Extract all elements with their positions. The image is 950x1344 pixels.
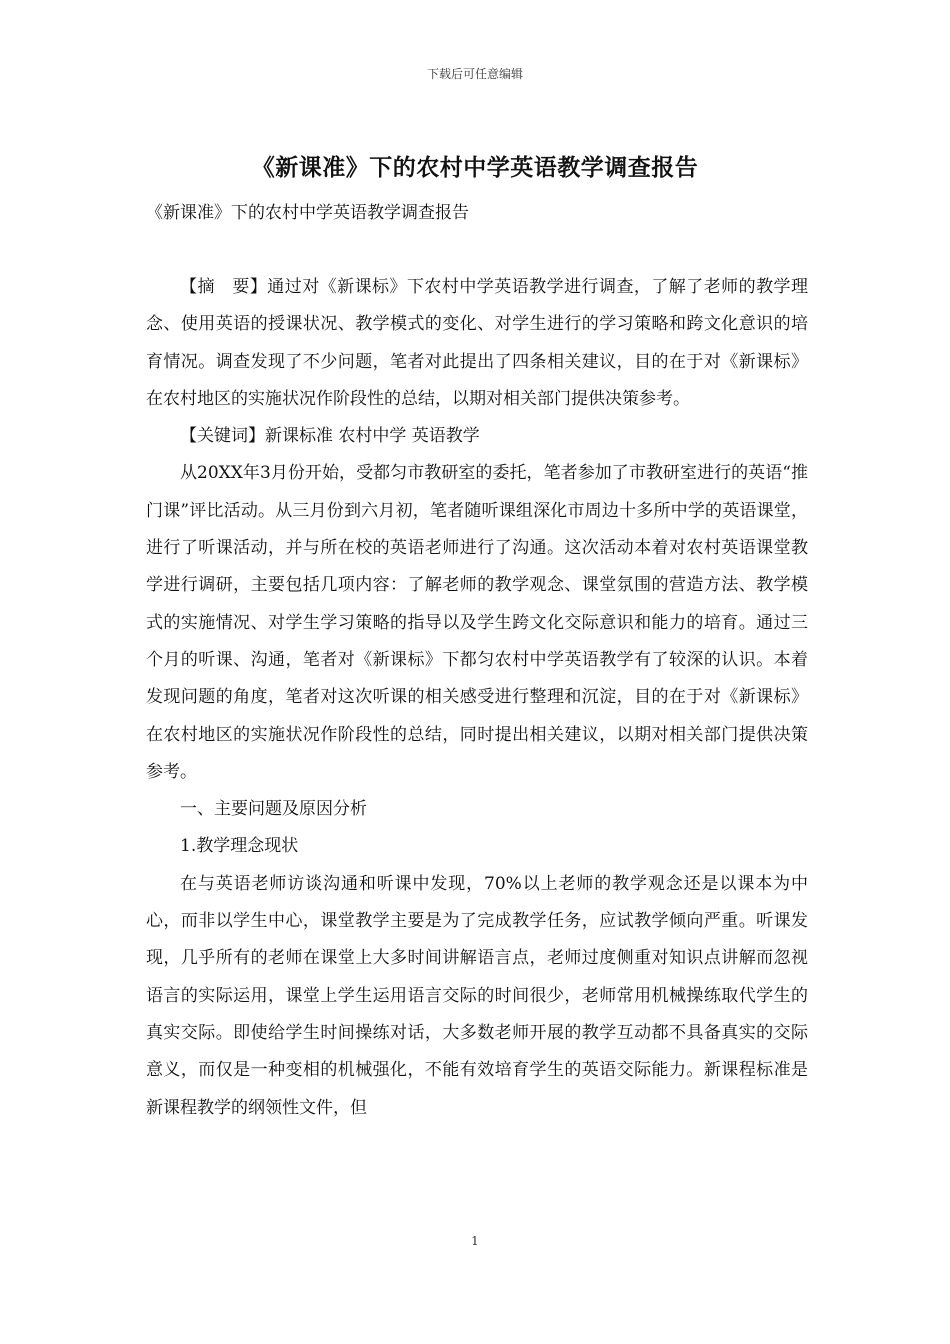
keywords-paragraph (146, 418, 808, 455)
body-paragraph-intro: 从20XX年3月份开始，受都匀市教研室的委托，笔者参加了市教研室进行的英语“推门课”评比活动。从三月份到六月初，笔者随听课组深化市周边十多所中学的英语课堂，进行了听课活动，并与所在校的英语老师进行了沟通。这次活动本着对农村英语课堂教学进行调研，主要包括几项内容：了解老师的教学观念、课堂氛围的营造方法、教学模式的实施情况、对学生学习策略的指导以及学生跨文化交际意识和能力的培育。通过三个月的听课、沟通，笔者对《新课标》下都匀农村中学英语教学有了较深的认识。本着发现问题的角度，笔者对这次听课的相关感受进行整理和沉淀，目的在于对《新课标》在农村地区的实施状况作阶段性的总结，同时提出相关建议，以期对相关部门提供决策参考。 (146, 463, 808, 782)
section-heading-1: 一、主要问题及原因分析 (180, 799, 367, 820)
page-header: 下载后可任意编辑 (426, 67, 523, 81)
abstract-text: 通过对《新课标》下农村中学英语教学进行调查，了解了老师的教学理念、使用英语的授课状况、教学模式的变化、对学生进行的学习策略和跨文化意识的培育情况。调查发现了不少问题，笔者对此提出了四条相关建议，目的在于对《新课标》在农村地区的实施状况作阶段性的总结，以期对相关部门提供决策参考。 (146, 277, 809, 409)
abstract-paragraph (146, 269, 808, 418)
body-paragraph-teaching-concept: 在与英语老师访谈沟通和听课中发现，70%以上老师的教学观念还是以课本为中心，而非以学生中心，课堂教学主要是为了完成教学任务，应试教学倾向严重。听课发现，几乎所有的老师在课堂上大多时间讲解语言点，老师过度侧重对知识点讲解而忽视语言的实际运用，课堂上学生运用语言交际的时间很少，老师常用机械操练取代学生的真实交际。即使给学生时间操练对话，大多数老师开展的教学互动都不具备真实的交际意义，而仅是一种变相的机械强化，不能有效培育学生的英语交际能力。新课程标准是新课程教学的纲领性文件，但 (146, 873, 808, 1118)
keywords-text: 新课标准 农村中学 英语教学 (265, 426, 480, 447)
keywords-label: 【关键词】 (180, 426, 265, 447)
document-body (146, 269, 808, 1127)
document-title: 《新课准》下的农村中学英语教学调查报告 (251, 154, 699, 181)
subsection-heading-1-1: 1.教学理念现状 (180, 836, 299, 857)
page-number: 1 (471, 1234, 479, 1248)
document-subtitle: 《新课准》下的农村中学英语教学调查报告 (146, 203, 469, 223)
abstract-label: 【摘 要】 (180, 277, 268, 297)
